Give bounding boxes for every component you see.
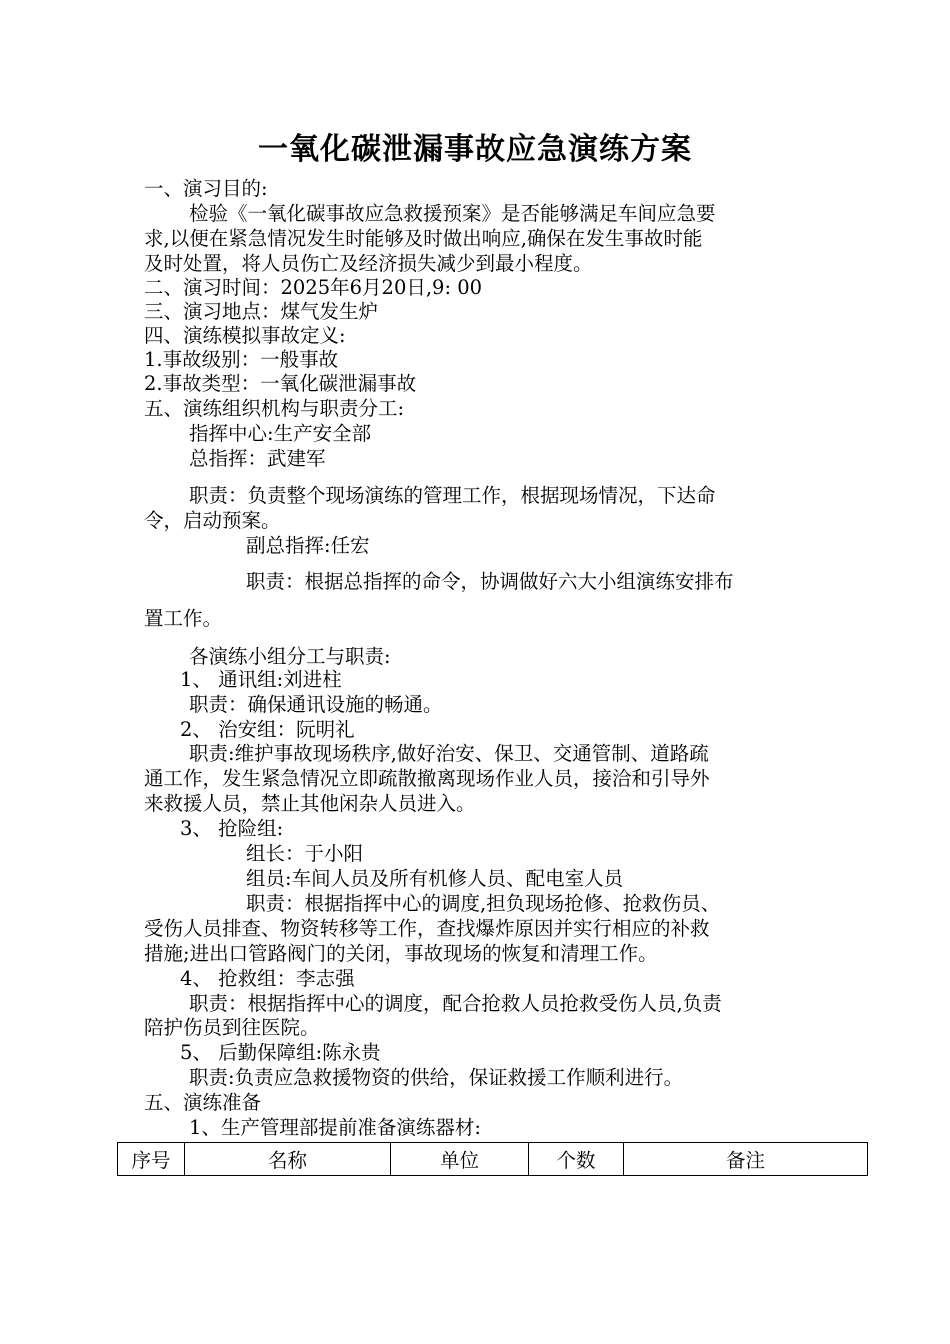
section-location: 三、演习地点：煤气发生炉 [144,300,379,323]
group-first-aid: 4、 抢救组：李志强 [180,967,355,990]
section-time: 二、演习时间：2025年6月20日,9: 00 [144,276,483,299]
paragraph-line: 职责:负责应急救援物资的供给，保证救援工作顺利进行。 [189,1066,684,1089]
paragraph-line: 来救援人员，禁止其他闲杂人员进入。 [144,792,476,815]
paragraph-line: 职责：确保通讯设施的畅通。 [189,693,443,716]
section-definition-heading: 四、演练模拟事故定义: [144,324,346,347]
paragraph-line: 置工作。 [144,607,223,630]
header-cell-name: 名称 [185,1143,391,1176]
equipment-table [117,1142,868,1176]
command-center: 指挥中心:生产安全部 [189,422,372,445]
paragraph-line: 陪护伤员到往医院。 [144,1016,320,1039]
chief-commander: 总指挥：武建军 [189,447,326,470]
paragraph-line: 职责：根据指挥中心的调度，配合抢救人员抢救受伤人员,负责 [189,992,722,1015]
group-rescue-repair: 3、 抢险组: [180,817,284,840]
header-cell-unit: 单位 [391,1143,529,1176]
table-header-row [118,1143,868,1176]
header-cell-index: 序号 [118,1143,185,1176]
group-security: 2、 治安组：阮明礼 [180,718,355,741]
preparation-item: 1、生产管理部提前准备演练器材: [189,1116,481,1139]
accident-level: 1.事故级别：一般事故 [144,348,339,371]
paragraph-line: 措施;进出口管路阀门的关闭，事故现场的恢复和清理工作。 [144,942,658,965]
group-communication: 1、 通讯组:刘进柱 [180,668,342,691]
section-preparation-heading: 五、演练准备 [144,1091,262,1114]
group-members: 组员:车间人员及所有机修人员、配电室人员 [246,867,624,890]
header-cell-remarks: 备注 [624,1143,868,1176]
groups-heading: 各演练小组分工与职责: [189,645,391,668]
deputy-commander: 副总指挥:任宏 [246,534,370,557]
paragraph-line: 通工作，发生紧急情况立即疏散撤离现场作业人员，接洽和引导外 [144,767,710,790]
group-logistics: 5、 后勤保障组:陈永贵 [180,1041,381,1064]
paragraph-line: 职责:维护事故现场秩序,做好治安、保卫、交通管制、道路疏 [189,742,709,765]
header-cell-quantity: 个数 [529,1143,624,1176]
paragraph-line: 及时处置，将人员伤亡及经济损失减少到最小程度。 [144,252,593,275]
document-title: 一氧化碳泄漏事故应急演练方案 [258,132,692,167]
paragraph-line: 求,以便在紧急情况发生时能够及时做出响应,确保在发生事故时能 [144,227,703,250]
paragraph-line: 职责：根据总指挥的命令，协调做好六大小组演练安排布 [246,570,734,593]
paragraph-line: 检验《一氧化碳事故应急救援预案》是否能够满足车间应急要 [189,202,716,225]
group-leader: 组长：于小阳 [246,842,364,865]
accident-type: 2.事故类型：一氧化碳泄漏事故 [144,372,417,395]
paragraph-line: 令，启动预案。 [144,509,281,532]
section-organization-heading: 五、演练组织机构与职责分工: [144,397,405,420]
section-purpose-heading: 一、演习目的: [144,177,268,200]
paragraph-line: 受伤人员排查、物资转移等工作，查找爆炸原因并实行相应的补救 [144,917,710,940]
paragraph-line: 职责：根据指挥中心的调度,担负现场抢修、抢救伤员、 [246,892,721,915]
paragraph-line: 职责：负责整个现场演练的管理工作，根据现场情况，下达命 [189,484,716,507]
